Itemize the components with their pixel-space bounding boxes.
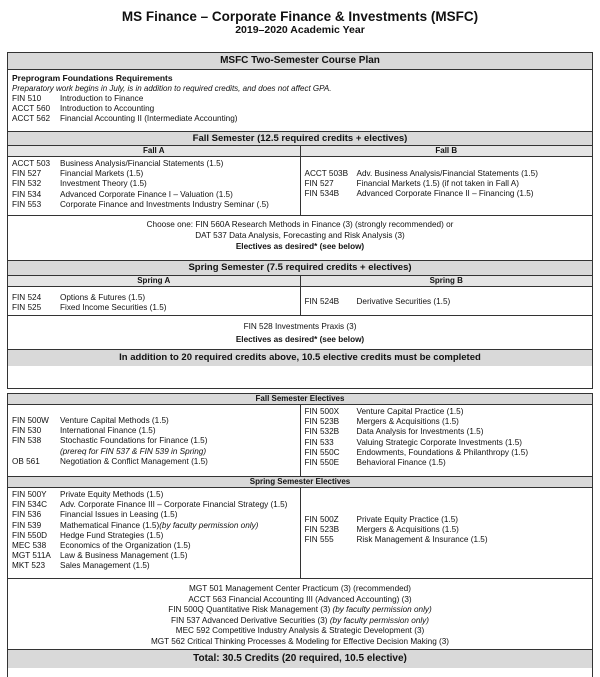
course-code: FIN 524 (12, 293, 42, 302)
course-row (12, 561, 296, 571)
course-row (305, 525, 589, 535)
course-row (12, 159, 296, 169)
spring-electives-right-list (301, 488, 593, 548)
course-name: Derivative Securities (1.5) (356, 297, 451, 306)
spring-electives-desired: Electives as desired* (see below) (235, 334, 365, 344)
course-name: International Finance (1.5) (60, 426, 156, 436)
course-code: FIN 532 (12, 179, 42, 189)
course-code: MKT 523 (12, 561, 46, 571)
course-code: ACCT 503 (12, 159, 51, 168)
electives-box (7, 393, 593, 677)
fall-a-label: Fall A (8, 146, 300, 157)
course-code: FIN 524B (304, 297, 340, 306)
course-code: FIN 532B (304, 427, 340, 437)
course-name: Mergers & Acquisitions (1.5) (356, 417, 459, 427)
credits-footer: In addition to 20 required credits above, 10.5 elective credits must be completed (8, 350, 592, 366)
course-row (12, 94, 588, 104)
course-code: FIN 550D (12, 530, 48, 540)
fall-electives-left (8, 405, 300, 476)
prereq-section (8, 70, 592, 132)
year-long-course (8, 584, 592, 595)
course-row (12, 293, 296, 303)
spring-semester-title: Spring Semester (7.5 required credits + electives) (8, 261, 592, 276)
fall-electives (8, 405, 592, 477)
course-row (12, 510, 296, 520)
course-code: FIN 500Y (12, 490, 47, 499)
course-code: FIN 550C (304, 447, 340, 457)
fall-a-column (8, 146, 300, 215)
course-name: Private Equity Methods (1.5) (60, 490, 164, 499)
course-code: FIN 550E (304, 458, 340, 468)
spring-electives-title: Spring Semester Electives (8, 477, 592, 488)
course-note: (by faculty permission only) (159, 520, 259, 530)
course-row (305, 297, 589, 307)
fall-semester-title: Fall Semester (12.5 required credits + electives) (8, 132, 592, 146)
course-code: FIN 523B (304, 525, 340, 535)
spring-praxis-section (8, 316, 592, 350)
prereq-list (12, 94, 588, 125)
course-code: FIN 533 (304, 437, 334, 447)
fall-a-list (8, 157, 300, 212)
fall-choose-section (8, 216, 592, 261)
course-code: FIN 510 (12, 93, 42, 103)
course-row (305, 535, 589, 545)
fall-b-list (301, 157, 593, 202)
academic-year: 2019–2020 Academic Year (235, 24, 365, 36)
course-code: FIN 500Z (304, 515, 339, 524)
course-name: Financial Accounting II (Intermediate Accounting) (60, 113, 238, 123)
course-code: ACCT 562 (12, 113, 51, 123)
year-long-course (8, 637, 592, 648)
course-plan-box (7, 52, 593, 389)
year-long-course-note: (by faculty permission only) (332, 605, 432, 614)
course-code: ACCT 503B (304, 169, 349, 178)
fall-electives-left-list (8, 405, 300, 469)
course-code: FIN 555 (304, 535, 334, 545)
course-name: Stochastic Foundations for Finance (1.5) (60, 436, 208, 446)
course-code: FIN 527 (12, 169, 42, 179)
course-name: Venture Capital Methods (1.5) (60, 416, 169, 425)
course-row (12, 426, 296, 436)
course-row (12, 104, 588, 114)
course-row (305, 417, 589, 427)
course-row (305, 458, 589, 468)
course-name: Introduction to Finance (60, 93, 144, 103)
course-row (12, 457, 296, 467)
course-name: Business Analysis/Financial Statements (1.5) (60, 159, 224, 168)
year-long-course (8, 626, 592, 637)
spring-b-label: Spring B (301, 276, 593, 287)
choose-one-line: Choose one: FIN 560A Research Methods in Finance (3) (strongly recommended) or (146, 220, 454, 229)
course-row (12, 436, 296, 446)
course-code (12, 447, 60, 457)
course-code: MGT 511A (12, 551, 51, 561)
spring-electives (8, 488, 592, 579)
course-name: Risk Management & Insurance (1.5) (356, 535, 488, 545)
course-row (305, 407, 589, 417)
course-name: Sales Management (1.5) (60, 561, 150, 571)
course-row (12, 447, 296, 457)
course-name: Adv. Business Analysis/Financial Statements (1.5) (356, 169, 538, 178)
course-row (12, 521, 296, 531)
prereq-note: Preparatory work begins in July, is in addition to required credits, and does not affect GPA. (12, 83, 332, 93)
course-code: FIN 534C (12, 500, 48, 510)
spring-electives-left (8, 488, 300, 578)
year-long-course-text: FIN 537 Advanced Derivative Securities (3) (170, 615, 330, 625)
year-long-course (8, 595, 592, 606)
fall-b-label: Fall B (301, 146, 593, 157)
course-code: FIN 530 (12, 426, 42, 436)
course-row (12, 190, 296, 200)
course-row (12, 114, 588, 124)
praxis-line: FIN 528 Investments Praxis (3) (243, 322, 357, 331)
course-row (305, 427, 589, 437)
course-name: (prereq for FIN 537 & FIN 539 in Spring) (60, 446, 207, 456)
course-code: FIN 538 (12, 436, 42, 446)
fall-b-column (300, 146, 593, 215)
fall-terms (8, 146, 592, 216)
course-name: Behavioral Finance (1.5) (356, 458, 446, 468)
course-code: FIN 500X (304, 407, 340, 416)
course-name: Economics of the Organization (1.5) (60, 541, 191, 551)
course-code: OB 561 (12, 456, 40, 466)
course-row (305, 179, 589, 189)
total-credits: Total: 30.5 Credits (20 required, 10.5 elective) (8, 650, 592, 668)
course-name: Hedge Fund Strategies (1.5) (60, 530, 164, 540)
course-name: Mergers & Acquisitions (1.5) (356, 525, 459, 535)
spring-b-column (300, 276, 593, 315)
spring-a-column (8, 276, 300, 315)
year-long-course (8, 605, 592, 616)
course-code: ACCT 560 (12, 103, 51, 113)
course-row (12, 500, 296, 510)
course-name: Law & Business Management (1.5) (60, 551, 188, 561)
year-long-course (8, 616, 592, 627)
course-code: FIN 525 (12, 303, 42, 313)
course-name: Data Analysis for Investments (1.5) (356, 427, 484, 437)
course-name: Financial Markets (1.5) (60, 169, 144, 179)
year-long-course-text: MEC 592 Competitive Industry Analysis & Strategic Development (3) (175, 626, 425, 635)
course-name: Negotiation & Conflict Management (1.5) (60, 456, 208, 466)
spring-a-list (8, 287, 300, 315)
course-code: FIN 527 (304, 179, 334, 189)
course-name: Options & Futures (1.5) (60, 293, 146, 302)
year-long-course-note: (by faculty permission only) (329, 615, 430, 625)
course-code: FIN 553 (12, 199, 42, 209)
spring-a-label: Spring A (8, 276, 300, 287)
course-name: Investment Theory (1.5) (60, 179, 147, 189)
year-long-course-text: ACCT 563 Financial Accounting III (Advanced Accounting) (3) (188, 594, 412, 604)
course-name: Financial Markets (1.5) (if not taken in Fall A) (356, 179, 519, 189)
course-name: Advanced Corporate Finance II – Financing (1.5) (356, 189, 534, 199)
fall-electives-right (300, 405, 593, 476)
course-name: Venture Capital Practice (1.5) (356, 407, 464, 416)
year-long-course-text: MGT 501 Management Center Practicum (3) (recommended) (189, 584, 411, 593)
course-row (305, 515, 589, 525)
course-code: FIN 523B (304, 417, 340, 427)
year-long-course-text: MGT 562 Critical Thinking Processes & Modeling for Effective Decision Making (3) (150, 636, 450, 646)
course-row (305, 448, 589, 458)
fall-electives-desired: Electives as desired* (see below) (235, 242, 365, 251)
course-row (12, 541, 296, 551)
course-row (12, 551, 296, 561)
course-name: Valuing Strategic Corporate Investments (1.5) (356, 437, 522, 447)
course-name: Mathematical Finance (1.5) (60, 520, 160, 530)
course-row (305, 169, 589, 179)
fall-electives-title: Fall Semester Electives (8, 394, 592, 405)
course-row (305, 438, 589, 448)
course-row (12, 416, 296, 426)
course-name: Adv. Corporate Finance III – Corporate Financial Strategy (1.5) (60, 500, 288, 510)
spring-terms (8, 276, 592, 316)
choose-two-line: DAT 537 Data Analysis, Forecasting and Risk Analysis (3) (195, 230, 405, 240)
course-code: FIN 500W (12, 416, 49, 425)
course-code: FIN 534 (12, 189, 42, 199)
spring-b-list (301, 287, 593, 309)
course-code: MEC 538 (12, 541, 47, 551)
fall-electives-right-list (301, 405, 593, 470)
year-long-course-text: FIN 500Q Quantitative Risk Management (3) (168, 605, 333, 614)
prereq-title: Preprogram Foundations Requirements (12, 73, 173, 83)
course-row (305, 189, 589, 199)
course-name: Endowments, Foundations & Philanthropy (1.5) (356, 447, 529, 457)
course-row (12, 531, 296, 541)
course-name: Financial Issues in Leasing (1.5) (60, 510, 178, 520)
course-name: Introduction to Accounting (60, 103, 155, 113)
course-name: Fixed Income Securities (1.5) (60, 303, 167, 313)
course-row (12, 169, 296, 179)
course-name: Advanced Corporate Finance I – Valuation (1.5) (60, 189, 233, 199)
course-name: Corporate Finance and Investments Industry Seminar (.5) (60, 199, 269, 209)
course-row (12, 179, 296, 189)
course-name: Private Equity Practice (1.5) (356, 515, 458, 524)
year-long-electives (8, 579, 592, 650)
course-row (12, 200, 296, 210)
course-row (12, 490, 296, 500)
course-code: FIN 539 (12, 520, 42, 530)
spring-electives-right (300, 488, 593, 578)
spring-electives-left-list (8, 488, 300, 574)
course-code: FIN 534B (304, 189, 340, 199)
page-title: MS Finance – Corporate Finance & Investments (MSFC) (121, 9, 479, 24)
course-plan-title: MSFC Two-Semester Course Plan (8, 53, 592, 70)
course-row (12, 303, 296, 313)
course-code: FIN 536 (12, 510, 42, 520)
